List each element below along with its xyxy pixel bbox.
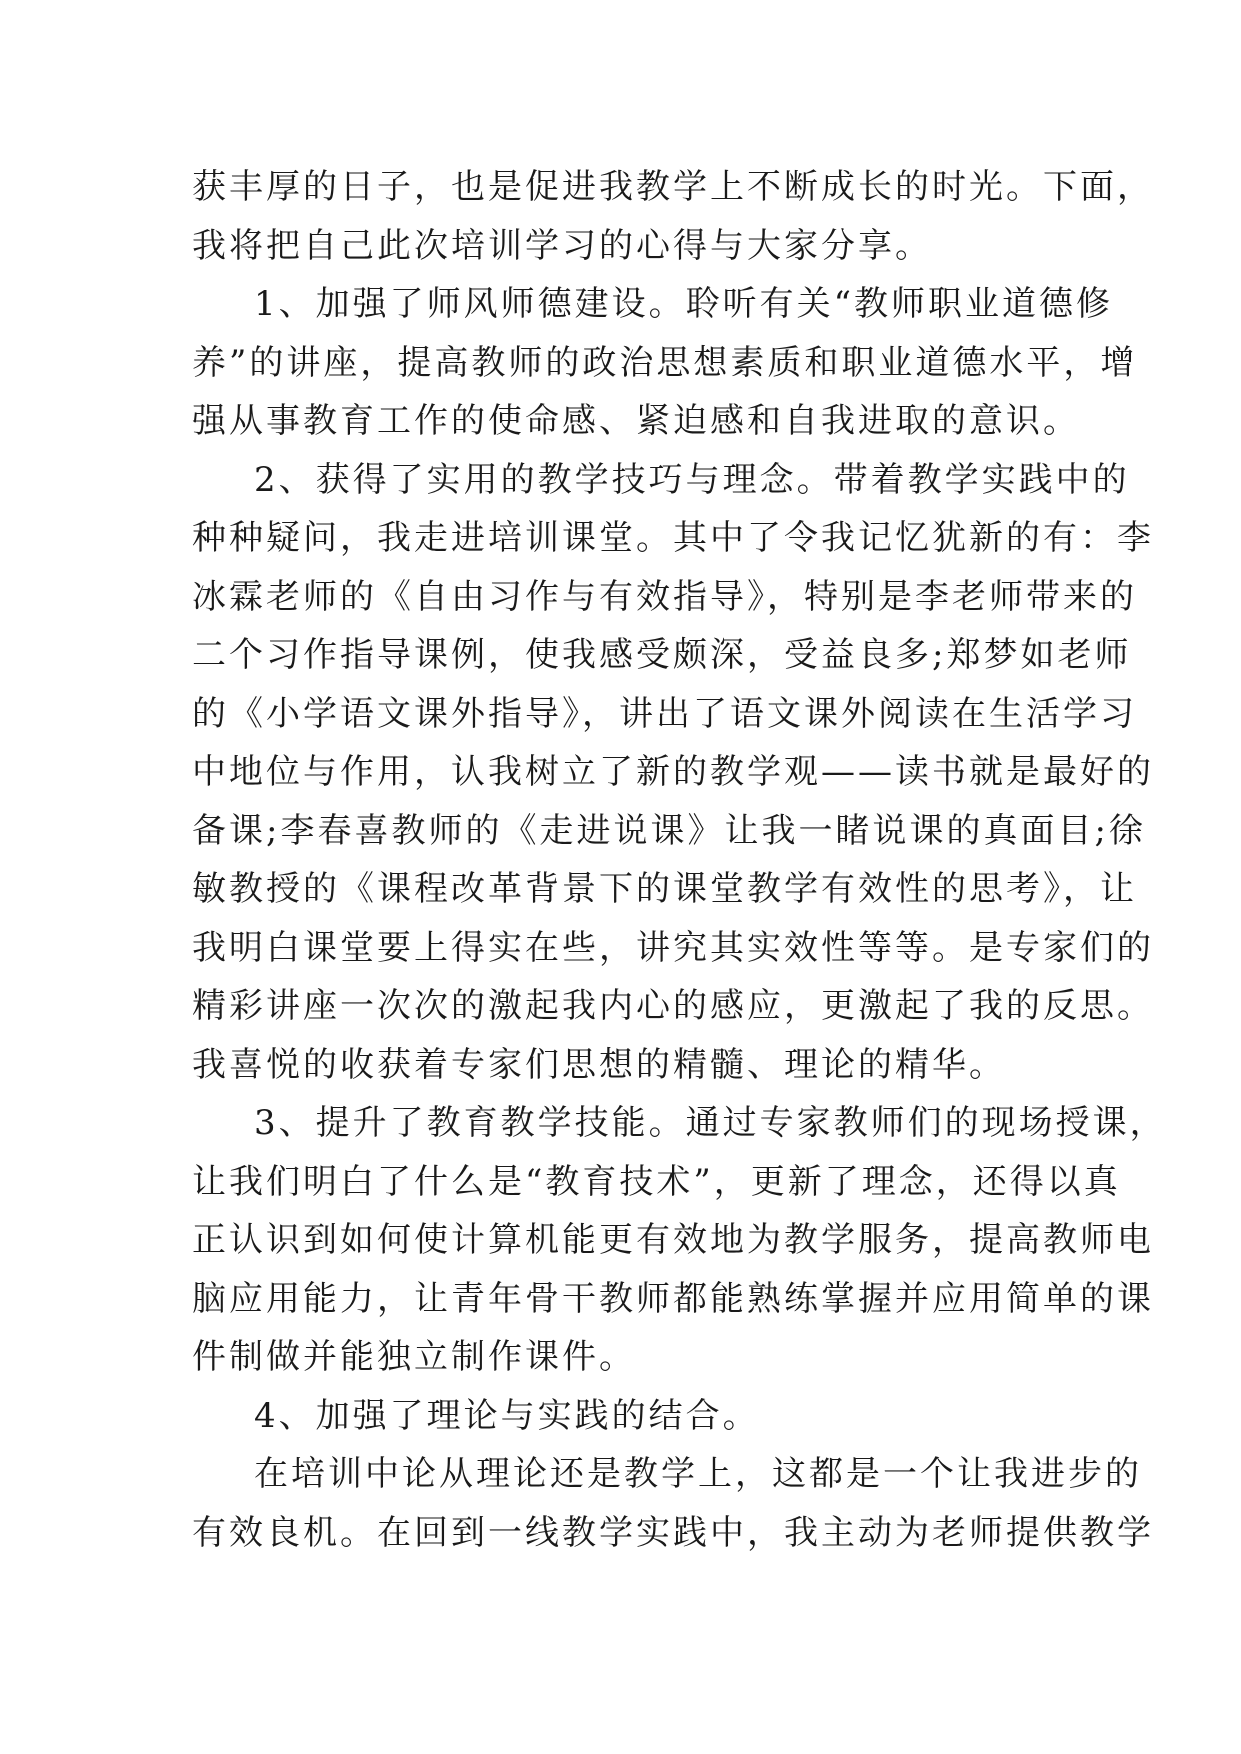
text-line: 有效良机。在回到一线教学实践中，我主动为老师提供教学 — [192, 1512, 1154, 1553]
text-line: 的《小学语文课外指导》，讲出了语文课外阅读在生活学习 — [192, 693, 1137, 734]
text-line: 中地位与作用，认我树立了新的教学观——读书就是最好的 — [192, 752, 1154, 792]
document-body — [192, 158, 1167, 1562]
text-line: 脑应用能力，让青年骨干教师都能熟练掌握并应用简单的课 — [192, 1278, 1154, 1319]
text-line: 获丰厚的日子，也是促进我教学上不断成长的时光。下面， — [192, 167, 1154, 207]
text-line: 正认识到如何使计算机能更有效地为教学服务，提高教师电 — [192, 1220, 1154, 1260]
text-line: 备课;李春喜教师的《走进说课》让我一睹说课的真面目;徐 — [192, 810, 1146, 851]
text-line: 2、获得了实用的教学技巧与理念。带着教学实践中的 — [254, 459, 1130, 500]
text-line: 件制做并能独立制作课件。 — [192, 1337, 636, 1377]
text-line: 二个习作指导课例，使我感受颇深，受益良多;郑梦如老师 — [192, 635, 1132, 675]
text-line: 强从事教育工作的使命感、紧迫感和自我进取的意识。 — [192, 401, 1080, 441]
text-line: 我喜悦的收获着专家们思想的精髓、理论的精华。 — [192, 1044, 1006, 1085]
text-line: 3、提升了教育教学技能。通过专家教师们的现场授课， — [254, 1103, 1167, 1143]
text-line: 1、加强了师风师德建设。聆听有关“教师职业道德修 — [254, 284, 1114, 324]
text-line: 精彩讲座一次次的激起我内心的感应，更激起了我的反思。 — [192, 986, 1154, 1026]
text-line: 4、加强了理论与实践的结合。 — [254, 1395, 760, 1436]
text-line: 敏教授的《课程改革背景下的课堂教学有效性的思考》，让 — [192, 869, 1137, 909]
text-line: 冰霖老师的《自由习作与有效指导》，特别是李老师带来的 — [192, 576, 1137, 617]
text-line: 让我们明白了什么是“教育技术”，更新了理念，还得以真 — [192, 1161, 1121, 1202]
text-line: 种种疑问，我走进培训课堂。其中了令我记忆犹新的有：李 — [192, 518, 1154, 558]
text-line: 养”的讲座，提高教师的政治思想素质和职业道德水平，增 — [192, 342, 1138, 383]
text-line: 在培训中论从理论还是教学上，这都是一个让我进步的 — [254, 1454, 1142, 1494]
text-line: 我明白课堂要上得实在些，讲究其实效性等等。是专家们的 — [192, 927, 1154, 968]
text-line: 我将把自己此次培训学习的心得与大家分享。 — [192, 225, 932, 266]
